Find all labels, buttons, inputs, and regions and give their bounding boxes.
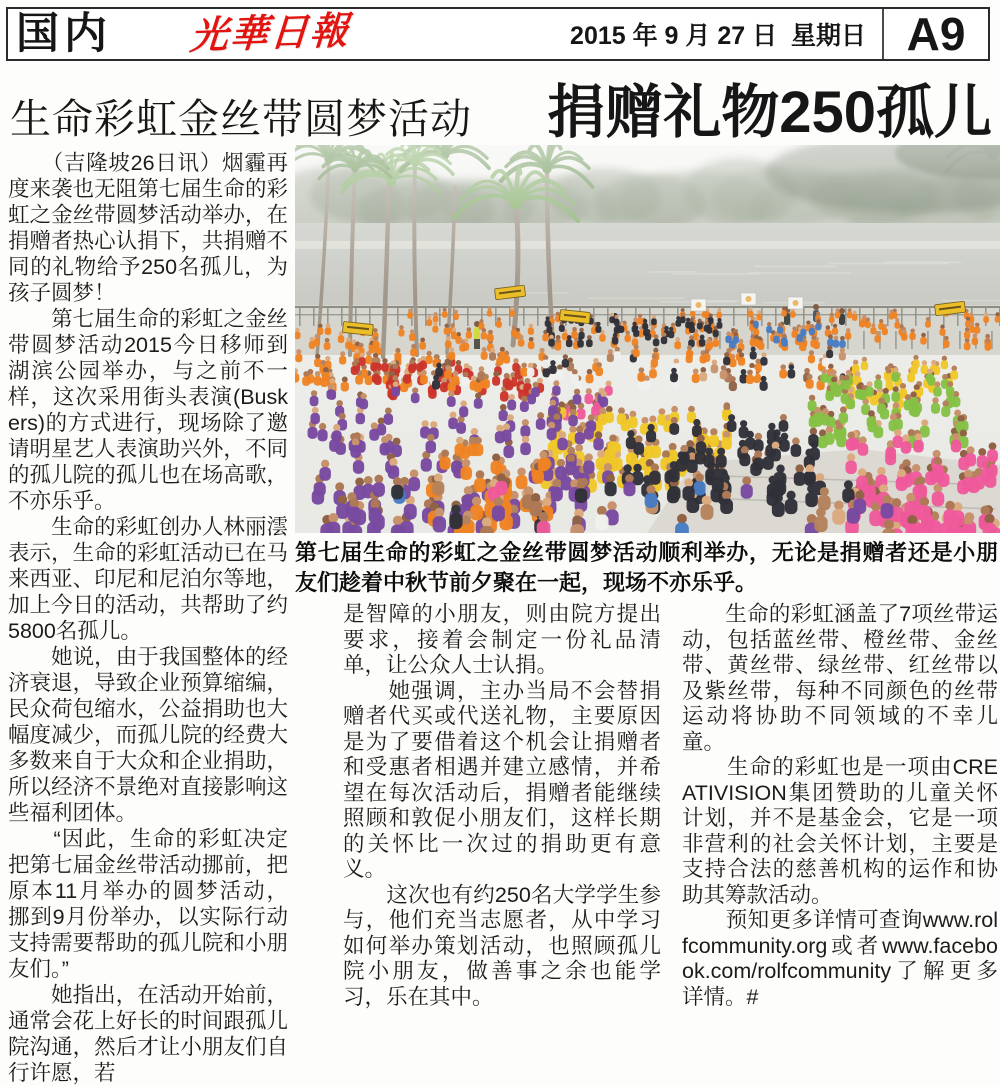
article-column-left: [8, 150, 288, 1086]
article-paragraph: （吉隆坡26日讯）烟霾再度来袭也无阻第七届生命的彩虹之金丝带圆梦活动举办，在捐赠者热心认捐下，共捐赠不同的礼物给予250名孤儿，为孩子圆梦！: [8, 151, 288, 305]
article-paragraph: 是智障的小朋友，则由院方提出要求，接着会制定一份礼品清单，让公众人士认捐。: [343, 602, 661, 677]
masthead: [6, 7, 990, 61]
article-paragraph: 她说，由于我国整体的经济衰退，导致企业预算缩编，民众荷包缩水，公益捐助也大幅度减少，而孤儿院的经费大多数来自于大众和企业捐助，所以经济不景绝对直接影响这些福利团体。: [8, 645, 288, 825]
article-paragraph: 这次也有约250名大学学生参与，他们充当志愿者，从中学习如何举办策划活动，也照顾孤儿院小朋友，做善事之余也能学习，乐在其中。: [343, 882, 661, 1009]
group-photo-illustration: [295, 145, 1000, 533]
article-paragraph: 她指出，在活动开始前，通常会花上好长的时间跟孤儿院沟通，然后才让小朋友们自行许愿，若: [8, 983, 288, 1085]
article-paragraph: 第七届生命的彩虹之金丝带圆梦活动2015今日移师到湖滨公园举办，与之前不一样，这次采用街头表演(Buskers)的方式进行，现场除了邀请明星艺人表演助兴外，不同的孤儿院的孤儿也在场高歌，不亦乐乎。: [8, 307, 288, 513]
article-column-right: [682, 602, 998, 1010]
article-paragraph: “因此，生命的彩虹决定把第七届金丝带活动挪前，把原本11月举办的圆梦活动，挪到9月份举办，以实际行动支持需要帮助的孤儿院和小朋友们。”: [8, 827, 288, 981]
headline-kicker: 生命彩虹金丝带圆梦活动: [10, 95, 472, 142]
article-paragraph: 生命的彩虹涵盖了7项丝带运动，包括蓝丝带、橙丝带、金丝带、黄丝带、绿丝带、红丝带以及紫丝带，每种不同颜色的丝带运动将协助不同领域的不幸儿童。: [682, 602, 998, 754]
article-paragraph: 生命的彩虹也是一项由CREATIVISION集团赞助的儿童关怀计划，并不是基金会，它是一项非营利的社会关怀计划，主要是支持合法的慈善机构的运作和协助其筹款活动。: [682, 755, 998, 907]
headline-row: [10, 66, 992, 145]
page-number: A9: [906, 8, 966, 60]
issue-date: 2015 年 9 月 27 日 星期日: [570, 22, 866, 50]
article-paragraph: 预知更多详情可查询www.rolfcommunity.org或者www.facebook.com/rolfcommunity了解更多详情。#: [682, 908, 998, 1009]
article-paragraph: 生命的彩虹创办人林丽澐表示，生命的彩虹活动已在马来西亚、印尼和尼泊尔等地，加上今日的活动，共帮助了约5800名孤儿。: [8, 515, 288, 643]
news-photo: [295, 145, 1000, 533]
section-name: 国内: [16, 9, 112, 58]
newspaper-logo: 光華日報: [188, 10, 352, 58]
photo-caption: 第七届生命的彩虹之金丝带圆梦活动顺利举办，无论是捐赠者还是小朋友们趁着中秋节前夕聚在一起，现场不亦乐乎。: [295, 540, 998, 595]
article-column-middle: [343, 602, 661, 1010]
article-paragraph: 她强调，主办当局不会替捐赠者代买或代送礼物，主要原因是为了要借着这个机会让捐赠者和受惠者相遇并建立感情，并希望在每次活动后，捐赠者能继续照顾和敦促小朋友们，这样长期的关怀比一次过的捐助更有意义。: [343, 678, 661, 881]
headline-main: 捐赠礼物250孤儿: [547, 80, 992, 145]
